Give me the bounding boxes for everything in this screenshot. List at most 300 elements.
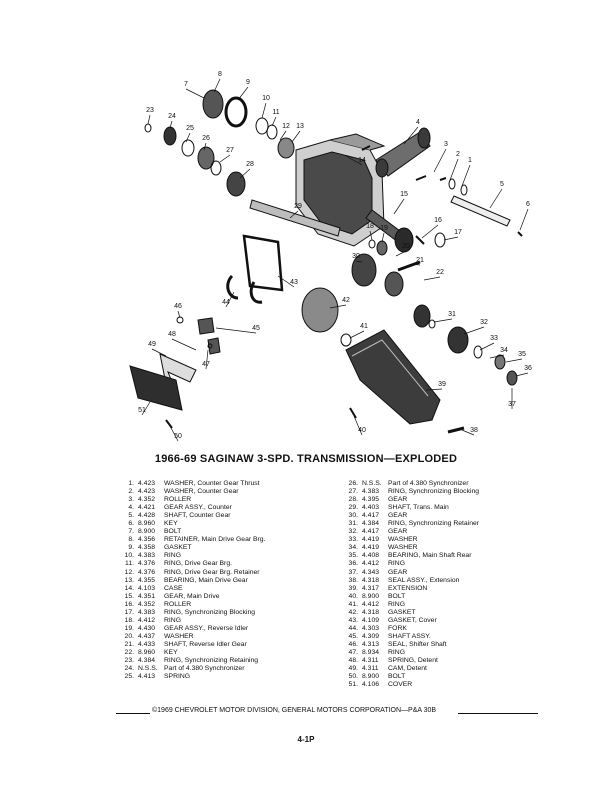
parts-list-item	[116, 528, 336, 536]
part-description: RING	[164, 616, 181, 624]
gasket-9-drawing	[226, 98, 246, 126]
callout-label-19: 19	[380, 225, 388, 232]
callout-leader-48	[172, 339, 196, 350]
part-number: 33.	[348, 536, 358, 544]
parts-list-item	[116, 544, 336, 552]
callout-label-40: 40	[358, 427, 366, 434]
part-code: 4.376	[138, 568, 156, 576]
callout-leader-5	[490, 189, 502, 208]
part-code: 4.419	[362, 536, 380, 544]
part-number: 43.	[348, 616, 358, 624]
part-number: 51.	[348, 681, 358, 689]
part-description: SHAFT, Reverse Idler Gear	[164, 640, 247, 648]
callout-label-1: 1	[468, 157, 472, 164]
callout-label-23: 23	[146, 107, 154, 114]
part-description: CASE	[164, 584, 183, 592]
part-code: 4.413	[138, 673, 156, 681]
callout-label-5: 5	[500, 181, 504, 188]
callout-label-38: 38	[470, 427, 478, 434]
part-description: RING	[388, 648, 405, 656]
parts-list-item	[340, 504, 570, 512]
part-description: WASHER	[388, 544, 418, 552]
part-number: 5.	[128, 512, 134, 520]
callout-label-37: 37	[508, 401, 516, 408]
callout-leader-22	[424, 277, 440, 280]
part-number: 31.	[348, 520, 358, 528]
part-code: 8.960	[138, 520, 156, 528]
ring-10-drawing	[256, 118, 268, 134]
parts-list-item	[340, 601, 570, 609]
parts-list-item	[340, 569, 570, 577]
parts-list-item	[340, 665, 570, 673]
part-description: GASKET	[388, 608, 416, 616]
callout-label-10: 10	[262, 95, 270, 102]
bearing-35-drawing	[495, 355, 505, 369]
callout-label-44: 44	[222, 299, 230, 306]
callout-leader-15	[394, 199, 404, 214]
parts-list-item	[116, 512, 336, 520]
callout-label-22: 22	[436, 269, 444, 276]
callout-leader-13	[292, 131, 300, 142]
callout-leader-49	[152, 349, 166, 356]
part-code: 8.960	[138, 648, 156, 656]
ring-23-drawing	[145, 124, 151, 132]
parts-list-item	[116, 657, 336, 665]
parts-list-item	[116, 665, 336, 673]
part-code: N.S.S.	[138, 665, 158, 673]
part-description: COVER	[388, 681, 413, 689]
parts-list-item	[116, 488, 336, 496]
cover-gasket-drawing	[244, 236, 282, 290]
part-code: 4.317	[362, 584, 380, 592]
part-code: N.S.S.	[362, 480, 382, 487]
part-number: 39.	[348, 584, 358, 592]
extension-drawing	[346, 330, 440, 424]
parts-list-item	[116, 673, 336, 681]
part-number: 22.	[124, 648, 134, 656]
callout-label-32: 32	[480, 319, 488, 326]
part-description: Part of 4.380 Synchronizer	[388, 480, 469, 487]
parts-list-item	[340, 681, 570, 689]
parts-list-item	[116, 625, 336, 633]
part-code: 4.430	[138, 624, 156, 632]
diagram-title: 1966-69 SAGINAW 3-SPD. TRANSMISSION—EXPLODED	[154, 453, 458, 465]
parts-list-item	[340, 617, 570, 625]
part-number: 27.	[348, 488, 358, 496]
callout-label-46: 46	[174, 303, 182, 310]
part-description: RING	[388, 560, 405, 568]
gear-24r-drawing	[414, 305, 430, 327]
copyright-text: ©1969 CHEVROLET MOTOR DIVISION, GENERAL MOTORS CORPORATION—P&A 30B	[152, 707, 437, 714]
gear-32-drawing	[448, 327, 468, 353]
callout-label-12: 12	[282, 123, 290, 130]
parts-list-item	[116, 585, 336, 593]
part-number: 37.	[348, 568, 358, 576]
part-number: 46.	[348, 640, 358, 648]
part-description: SEAL, Shifter Shaft	[388, 640, 447, 648]
retainer-drawing	[203, 90, 223, 118]
callout-leader-31	[434, 319, 452, 322]
part-description: GEAR	[388, 568, 408, 576]
part-code: 4.408	[362, 552, 380, 560]
part-number: 8.	[128, 536, 134, 544]
part-description: RING, Drive Gear Brg.	[164, 560, 232, 568]
callout-label-27: 27	[226, 147, 234, 154]
callout-leader-45	[216, 328, 256, 333]
parts-list-item	[340, 552, 570, 560]
part-description: KEY	[164, 648, 178, 656]
part-code: 4.417	[362, 512, 380, 520]
part-description: GEAR ASSY., Counter	[164, 504, 232, 512]
part-description: EXTENSION	[388, 584, 428, 592]
part-code: 4.423	[138, 488, 156, 496]
part-code: 4.358	[138, 544, 156, 552]
parts-list-item	[340, 593, 570, 601]
parts-list-item	[116, 496, 336, 504]
callout-label-51: 51	[138, 407, 146, 414]
part-description: RING, Synchronizing Blocking	[388, 488, 480, 496]
callout-label-49: 49	[148, 341, 156, 348]
part-description: CAM, Detent	[388, 665, 427, 673]
callout-leader-17	[444, 237, 458, 240]
gasket-42-drawing	[302, 288, 338, 332]
callout-label-6: 6	[526, 201, 530, 208]
washer-1-drawing	[461, 185, 467, 195]
part-code: 4.318	[362, 608, 380, 616]
bolt-drawing	[166, 408, 356, 428]
gear-36-drawing	[507, 371, 517, 385]
part-number: 45.	[348, 632, 358, 640]
part-code: 8.900	[138, 528, 156, 536]
part-description: GASKET	[164, 544, 192, 552]
part-code: 4.352	[138, 496, 156, 504]
ring-18-drawing	[369, 240, 375, 248]
part-code: 4.419	[362, 544, 380, 552]
part-code: 8.934	[362, 648, 380, 656]
parts-list-item	[116, 520, 336, 528]
callout-label-31: 31	[448, 311, 456, 318]
parts-list-item	[340, 480, 570, 488]
callout-leader-28	[240, 169, 250, 178]
bearing-13-drawing	[278, 138, 294, 158]
part-description: RING, Synchronizing Retainer	[388, 520, 480, 528]
washer-33-drawing	[474, 346, 482, 358]
parts-list-right	[340, 480, 570, 689]
part-code: 4.313	[362, 640, 380, 648]
part-code: 4.103	[138, 584, 156, 592]
callout-label-26: 26	[202, 135, 210, 142]
part-code: 4.384	[138, 657, 156, 665]
callout-label-24: 24	[168, 113, 176, 120]
part-number: 47.	[348, 648, 358, 656]
part-number: 23.	[124, 657, 134, 665]
part-number: 24.	[124, 665, 134, 673]
part-description: ROLLER	[164, 496, 192, 504]
callout-leader-6	[520, 209, 528, 230]
part-number: 40.	[348, 592, 358, 600]
part-description: BOLT	[164, 528, 182, 536]
part-number: 30.	[348, 512, 358, 520]
part-number: 48.	[348, 657, 358, 665]
part-number: 26.	[348, 480, 358, 487]
part-description: RING, Drive Gear Brg. Retainer	[164, 568, 260, 576]
part-code: 4.428	[138, 512, 156, 520]
part-number: 11.	[125, 560, 134, 568]
ring-11-drawing	[267, 125, 277, 139]
parts-list-item	[116, 560, 336, 568]
parts-list-item	[116, 649, 336, 657]
seal-38-drawing	[448, 428, 464, 432]
part-number: 1.	[128, 480, 134, 487]
callout-label-7: 7	[184, 81, 188, 88]
callout-label-4: 4	[416, 119, 420, 126]
callout-leader-35	[506, 359, 522, 362]
callout-label-36: 36	[524, 365, 532, 372]
part-number: 18.	[124, 616, 134, 624]
parts-list-item	[340, 536, 570, 544]
part-code: 4.383	[138, 552, 156, 560]
part-description: SHAFT, Trans. Main	[388, 504, 449, 512]
part-number: 19.	[124, 624, 134, 632]
part-number: 44.	[348, 624, 358, 632]
part-description: ROLLER	[164, 600, 192, 608]
callout-label-16: 16	[434, 217, 442, 224]
part-number: 41.	[348, 600, 358, 608]
copyright-footer	[150, 707, 480, 714]
callout-label-9: 9	[246, 79, 250, 86]
parts-list-item	[116, 609, 336, 617]
part-code: 4.376	[138, 560, 156, 568]
part-code: 4.417	[362, 528, 380, 536]
part-code: 4.303	[362, 624, 380, 632]
callout-label-33: 33	[490, 335, 498, 342]
part-description: GASKET, Cover	[388, 616, 437, 624]
callout-leader-11	[272, 117, 276, 126]
parts-list-item	[116, 480, 336, 488]
part-code: 4.309	[362, 632, 380, 640]
callout-leader-36	[516, 373, 528, 376]
part-description: SHAFT ASSY.	[388, 632, 431, 640]
part-description: RING, Synchronizing Retaining	[164, 657, 259, 665]
shaft-assy-drawing	[198, 318, 214, 334]
part-number: 16.	[124, 600, 134, 608]
parts-list-item	[340, 560, 570, 568]
callout-label-20: 20	[402, 243, 410, 250]
parts-list-item	[116, 593, 336, 601]
part-number: 14.	[124, 584, 134, 592]
part-code: 4.412	[138, 616, 156, 624]
parts-list-item	[340, 673, 570, 681]
callout-leader-27	[220, 155, 230, 162]
parts-list-item	[340, 657, 570, 665]
fork-drawing	[228, 276, 262, 302]
parts-list-item	[340, 544, 570, 552]
callout-leader-9	[238, 87, 248, 100]
callout-label-42: 42	[342, 297, 350, 304]
part-number: 28.	[348, 496, 358, 504]
key-6-drawing	[518, 232, 522, 236]
part-code: 4.311	[362, 665, 379, 673]
parts-list-item	[340, 528, 570, 536]
callout-label-43: 43	[290, 279, 298, 286]
ring-41-drawing	[341, 334, 351, 346]
part-code: 4.318	[362, 576, 380, 584]
part-description: SPRING, Detent	[388, 657, 438, 665]
callout-label-14: 14	[358, 157, 366, 164]
parts-list-item	[116, 504, 336, 512]
callout-label-15: 15	[400, 191, 408, 198]
callout-label-48: 48	[168, 331, 176, 338]
part-number: 9.	[128, 544, 134, 552]
callout-label-25: 25	[186, 125, 194, 132]
counter-gear-drawing	[376, 128, 430, 177]
part-code: 4.383	[138, 608, 156, 616]
callout-label-17: 17	[454, 229, 462, 236]
spring-25-drawing	[182, 140, 194, 156]
parts-list-item	[340, 488, 570, 496]
part-code: 4.106	[362, 681, 380, 689]
part-description: GEAR, Main Drive	[164, 592, 220, 600]
parts-list-item	[116, 641, 336, 649]
part-code: 4.437	[138, 632, 156, 640]
part-code: 4.423	[138, 480, 156, 487]
callout-label-47: 47	[202, 361, 210, 368]
parts-list-item	[340, 496, 570, 504]
parts-list-item	[116, 601, 336, 609]
part-code: 4.343	[362, 568, 380, 576]
part-number: 7.	[128, 528, 134, 536]
blocking-ring-27-drawing	[211, 161, 221, 175]
part-code: 8.900	[362, 673, 380, 681]
callout-leader-2	[450, 159, 458, 180]
parts-list-item	[116, 552, 336, 560]
parts-list-item	[340, 512, 570, 520]
part-number: 4.	[128, 504, 134, 512]
part-description: SHAFT, Counter Gear	[164, 512, 231, 520]
callout-label-45: 45	[252, 325, 260, 332]
part-number: 3.	[128, 496, 134, 504]
part-description: SPRING	[164, 673, 191, 681]
part-code: 4.403	[362, 504, 380, 512]
part-description: FORK	[388, 624, 407, 632]
part-code: 4.395	[362, 496, 380, 504]
part-description: BEARING, Main Drive Gear	[164, 576, 248, 584]
callout-label-30: 30	[352, 253, 360, 260]
part-code: 4.433	[138, 640, 156, 648]
shaft-assy-drawing-2	[208, 338, 220, 354]
part-code: 4.384	[362, 520, 380, 528]
part-number: 50.	[348, 673, 358, 681]
callout-label-13: 13	[296, 123, 304, 130]
part-number: 2.	[128, 488, 134, 496]
part-code: 4.412	[362, 560, 380, 568]
part-code: 4.421	[138, 504, 156, 512]
callout-label-39: 39	[438, 381, 446, 388]
callout-label-29: 29	[294, 203, 302, 210]
part-number: 10.	[124, 552, 134, 560]
part-description: Part of 4.380 Synchronizer	[164, 665, 245, 673]
part-description: WASHER	[388, 536, 418, 544]
part-number: 13.	[124, 576, 134, 584]
washer-2-drawing	[449, 179, 455, 189]
part-description: SEAL ASSY., Extension	[388, 576, 460, 584]
part-number: 36.	[348, 560, 358, 568]
callout-leader-1	[462, 165, 470, 186]
parts-list-item	[340, 577, 570, 585]
callout-leader-23	[148, 115, 150, 124]
part-code: 4.356	[138, 536, 156, 544]
parts-list-item	[340, 649, 570, 657]
part-description: RING	[388, 600, 405, 608]
part-code: 4.352	[138, 600, 156, 608]
part-code: 4.355	[138, 576, 156, 584]
part-code: 4.311	[362, 657, 379, 665]
part-description: GEAR	[388, 496, 408, 504]
part-number: 29.	[348, 504, 358, 512]
part-number: 49.	[348, 665, 358, 673]
callout-leader-41	[350, 331, 364, 338]
parts-list-item	[116, 577, 336, 585]
callout-leader-8	[214, 79, 220, 92]
part-description: WASHER, Counter Gear	[164, 488, 239, 496]
parts-list-item	[116, 569, 336, 577]
part-number: 35.	[348, 552, 358, 560]
part-description: WASHER, Counter Gear Thrust	[164, 480, 260, 487]
parts-list-item	[116, 617, 336, 625]
parts-list-left	[116, 480, 336, 681]
part-code: 4.351	[138, 592, 156, 600]
callout-label-3: 3	[444, 141, 448, 148]
parts-list-item	[116, 536, 336, 544]
callout-label-35: 35	[518, 351, 526, 358]
part-number: 6.	[128, 520, 134, 528]
callout-label-41: 41	[360, 323, 368, 330]
parts-list-item	[340, 633, 570, 641]
part-description: BOLT	[388, 592, 406, 600]
callout-label-50: 50	[174, 433, 182, 440]
counter-shaft-drawing	[451, 196, 510, 226]
part-number: 25.	[124, 673, 134, 681]
part-description: GEAR ASSY., Reverse Idler	[164, 624, 249, 632]
parts-list-item	[340, 625, 570, 633]
parts-list-item	[340, 520, 570, 528]
callout-label-28: 28	[246, 161, 254, 168]
part-description: GEAR	[388, 528, 408, 536]
ring-24-drawing	[164, 127, 176, 145]
ring-17-drawing	[435, 233, 445, 247]
part-number: 17.	[124, 608, 134, 616]
part-description: RING, Synchronizing Blocking	[164, 608, 256, 616]
callout-label-11: 11	[272, 109, 280, 116]
part-code: 4.109	[362, 616, 380, 624]
page-number: 4-1P	[297, 735, 315, 744]
part-code: 4.383	[362, 488, 380, 496]
part-number: 12.	[124, 568, 134, 576]
part-description: RETAINER, Main Drive Gear Brg.	[164, 536, 266, 544]
part-code: 4.412	[362, 600, 380, 608]
callout-leader-33	[480, 343, 494, 350]
part-description: GEAR	[388, 512, 408, 520]
part-number: 15.	[124, 592, 134, 600]
part-description: RING	[164, 552, 181, 560]
callout-leader-7	[186, 89, 204, 98]
parts-list-item	[340, 641, 570, 649]
part-number: 34.	[348, 544, 358, 552]
part-number: 38.	[348, 576, 358, 584]
callout-leader-3	[434, 149, 446, 172]
parts-list-item	[340, 585, 570, 593]
callout-label-2: 2	[456, 151, 460, 158]
